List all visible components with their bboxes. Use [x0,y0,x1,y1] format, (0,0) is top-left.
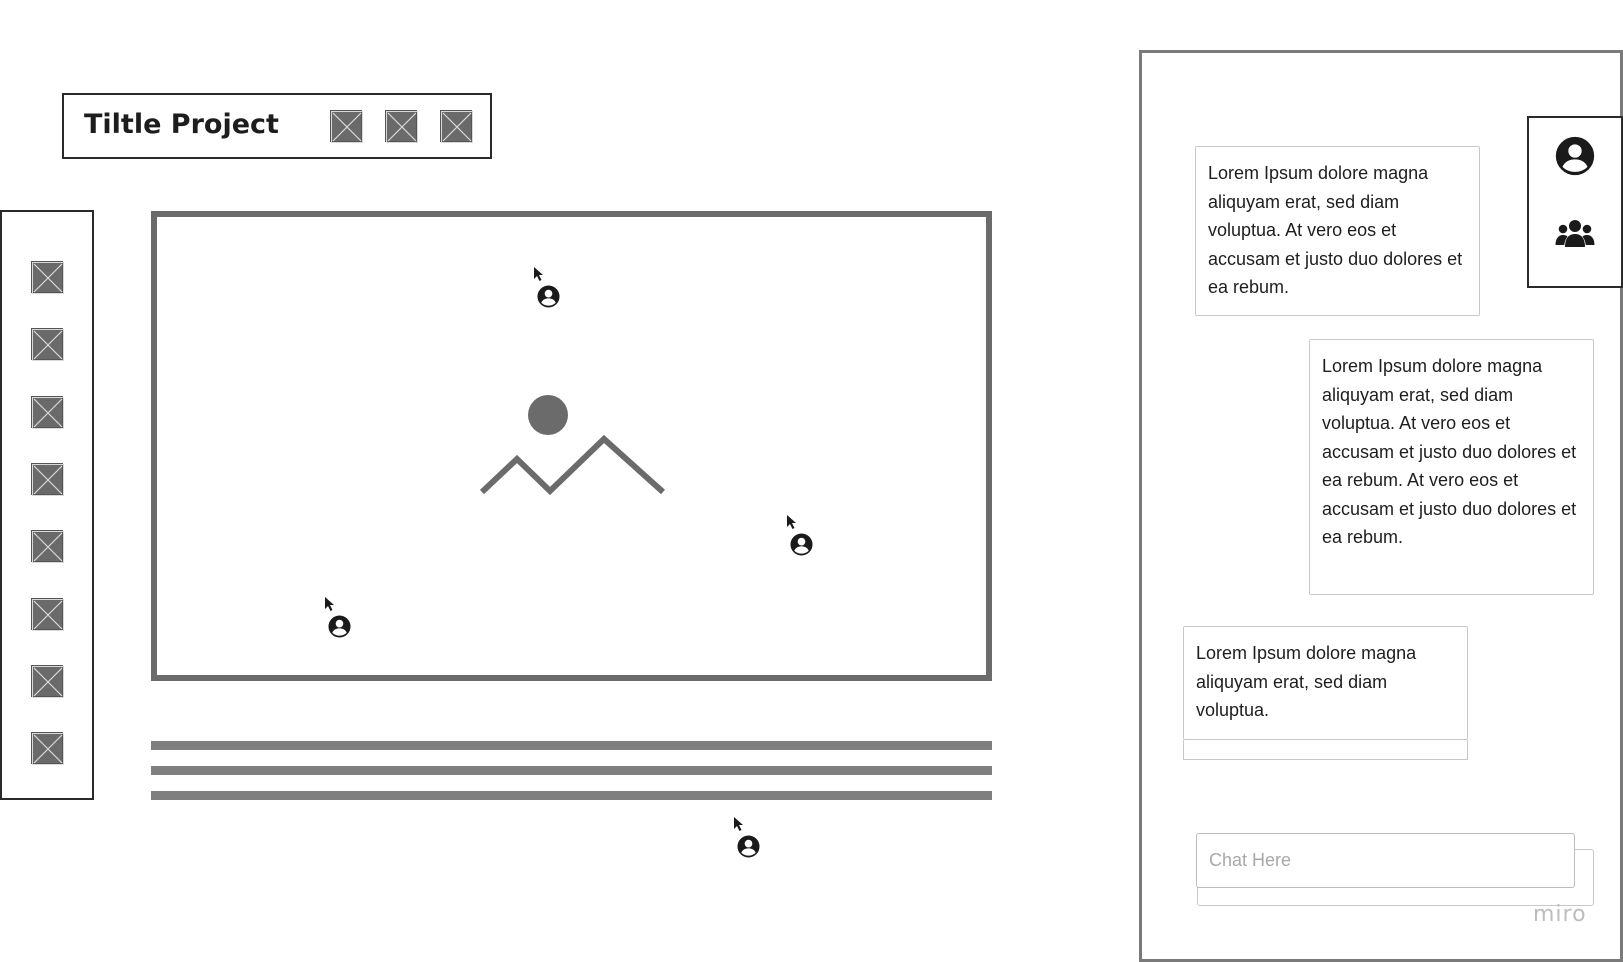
image-icon [479,395,669,505]
image-placeholder-icon[interactable] [440,110,472,142]
collaborator-cursor [324,596,356,640]
user-avatar-icon [737,835,760,858]
pointer-icon [786,514,798,530]
collaborator-cursor [733,816,765,860]
toolbar-tool-icon[interactable] [31,463,63,495]
chat-input[interactable] [1196,833,1575,888]
image-placeholder-icon[interactable] [330,110,362,142]
pointer-icon [733,816,745,832]
toolbar-tool-icon[interactable] [31,665,63,697]
group-icon[interactable] [1555,219,1595,249]
chat-message: Lorem Ipsum dolore magna aliquyam erat, sed diam voluptua. At vero eos et accusam et justo duo dolores et ea rebum. [1195,146,1480,316]
title-bar [62,93,492,159]
toolbar-tool-icon[interactable] [31,328,63,360]
text-placeholder-line [151,766,992,775]
chat-message: Lorem Ipsum dolore magna aliquyam erat, sed diam voluptua. At vero eos et accusam et justo duo dolores et ea rebum. At vero eos et accusam et justo duo dolores et ea rebum. [1309,339,1594,595]
pointer-icon [324,596,336,612]
toolbar-tool-icon[interactable] [31,598,63,630]
user-avatar-icon [790,533,813,556]
side-tabs [1527,116,1623,288]
text-placeholder-line [151,791,992,800]
image-placeholder-icon[interactable] [385,110,417,142]
toolbar-tool-icon[interactable] [31,530,63,562]
toolbar-tool-icon[interactable] [31,261,63,293]
collaborator-cursor [786,514,818,558]
chat-message-footer [1183,740,1468,760]
pointer-icon [533,266,545,282]
page-title: Tiltle Project [84,109,279,140]
canvas-frame[interactable] [151,211,992,681]
user-profile-icon[interactable] [1555,136,1595,176]
collaborator-cursor [533,266,565,310]
text-placeholder-line [151,741,992,750]
toolbar-tool-icon[interactable] [31,396,63,428]
left-toolbar [0,210,94,800]
user-avatar-icon [328,615,351,638]
toolbar-tool-icon[interactable] [31,732,63,764]
chat-message: Lorem Ipsum dolore magna aliquyam erat, sed diam voluptua. [1183,626,1468,740]
user-avatar-icon [537,285,560,308]
miro-watermark: miro [1533,902,1587,927]
